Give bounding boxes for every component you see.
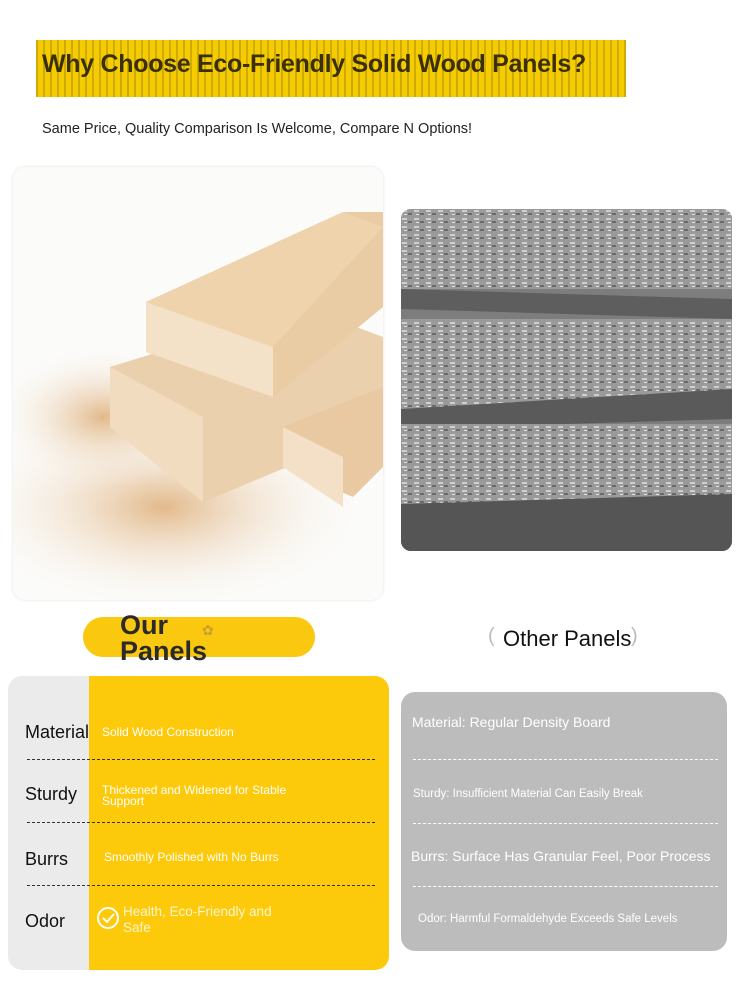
row-value-burrs: Smoothly Polished with No Burrs xyxy=(104,850,279,864)
page-subtitle: Same Price, Quality Comparison Is Welcome, Compare N Options! xyxy=(42,121,473,137)
divider xyxy=(413,886,718,887)
divider xyxy=(413,759,718,760)
other-row-sturdy: Sturdy: Insufficient Material Can Easily Break xyxy=(413,788,643,800)
check-circle-icon xyxy=(97,907,119,929)
page-title: Why Choose Eco-Friendly Solid Wood Panels? xyxy=(42,50,586,78)
sparkle-icon: ✿ xyxy=(202,622,214,638)
solid-wood-image xyxy=(13,167,383,600)
row-value-odor: Health, Eco-Friendly and Safe xyxy=(123,904,272,935)
row-key-odor: Odor xyxy=(25,911,66,931)
particle-board-image xyxy=(401,209,732,551)
divider xyxy=(27,759,375,760)
divider xyxy=(27,885,375,886)
other-row-material: Material: Regular Density Board xyxy=(412,714,611,730)
row-key-material: Material xyxy=(25,722,90,742)
divider xyxy=(27,822,375,823)
right-bracket-icon: ) xyxy=(631,625,638,647)
other-row-odor: Odor: Harmful Formaldehyde Exceeds Safe Levels xyxy=(418,913,678,925)
row-value-material: Solid Wood Construction xyxy=(102,725,234,739)
other-row-burrs: Burrs: Surface Has Granular Feel, Poor Process xyxy=(411,848,711,864)
other-panels-label: Other Panels xyxy=(503,626,632,651)
row-key-sturdy: Sturdy xyxy=(25,784,78,804)
our-panels-label: Our Panels xyxy=(120,610,208,666)
row-value-sturdy: Thickened and Widened for Stable Support xyxy=(102,783,287,808)
left-bracket-icon: ( xyxy=(488,625,495,647)
divider xyxy=(413,823,718,824)
row-key-burrs: Burrs xyxy=(25,849,69,869)
